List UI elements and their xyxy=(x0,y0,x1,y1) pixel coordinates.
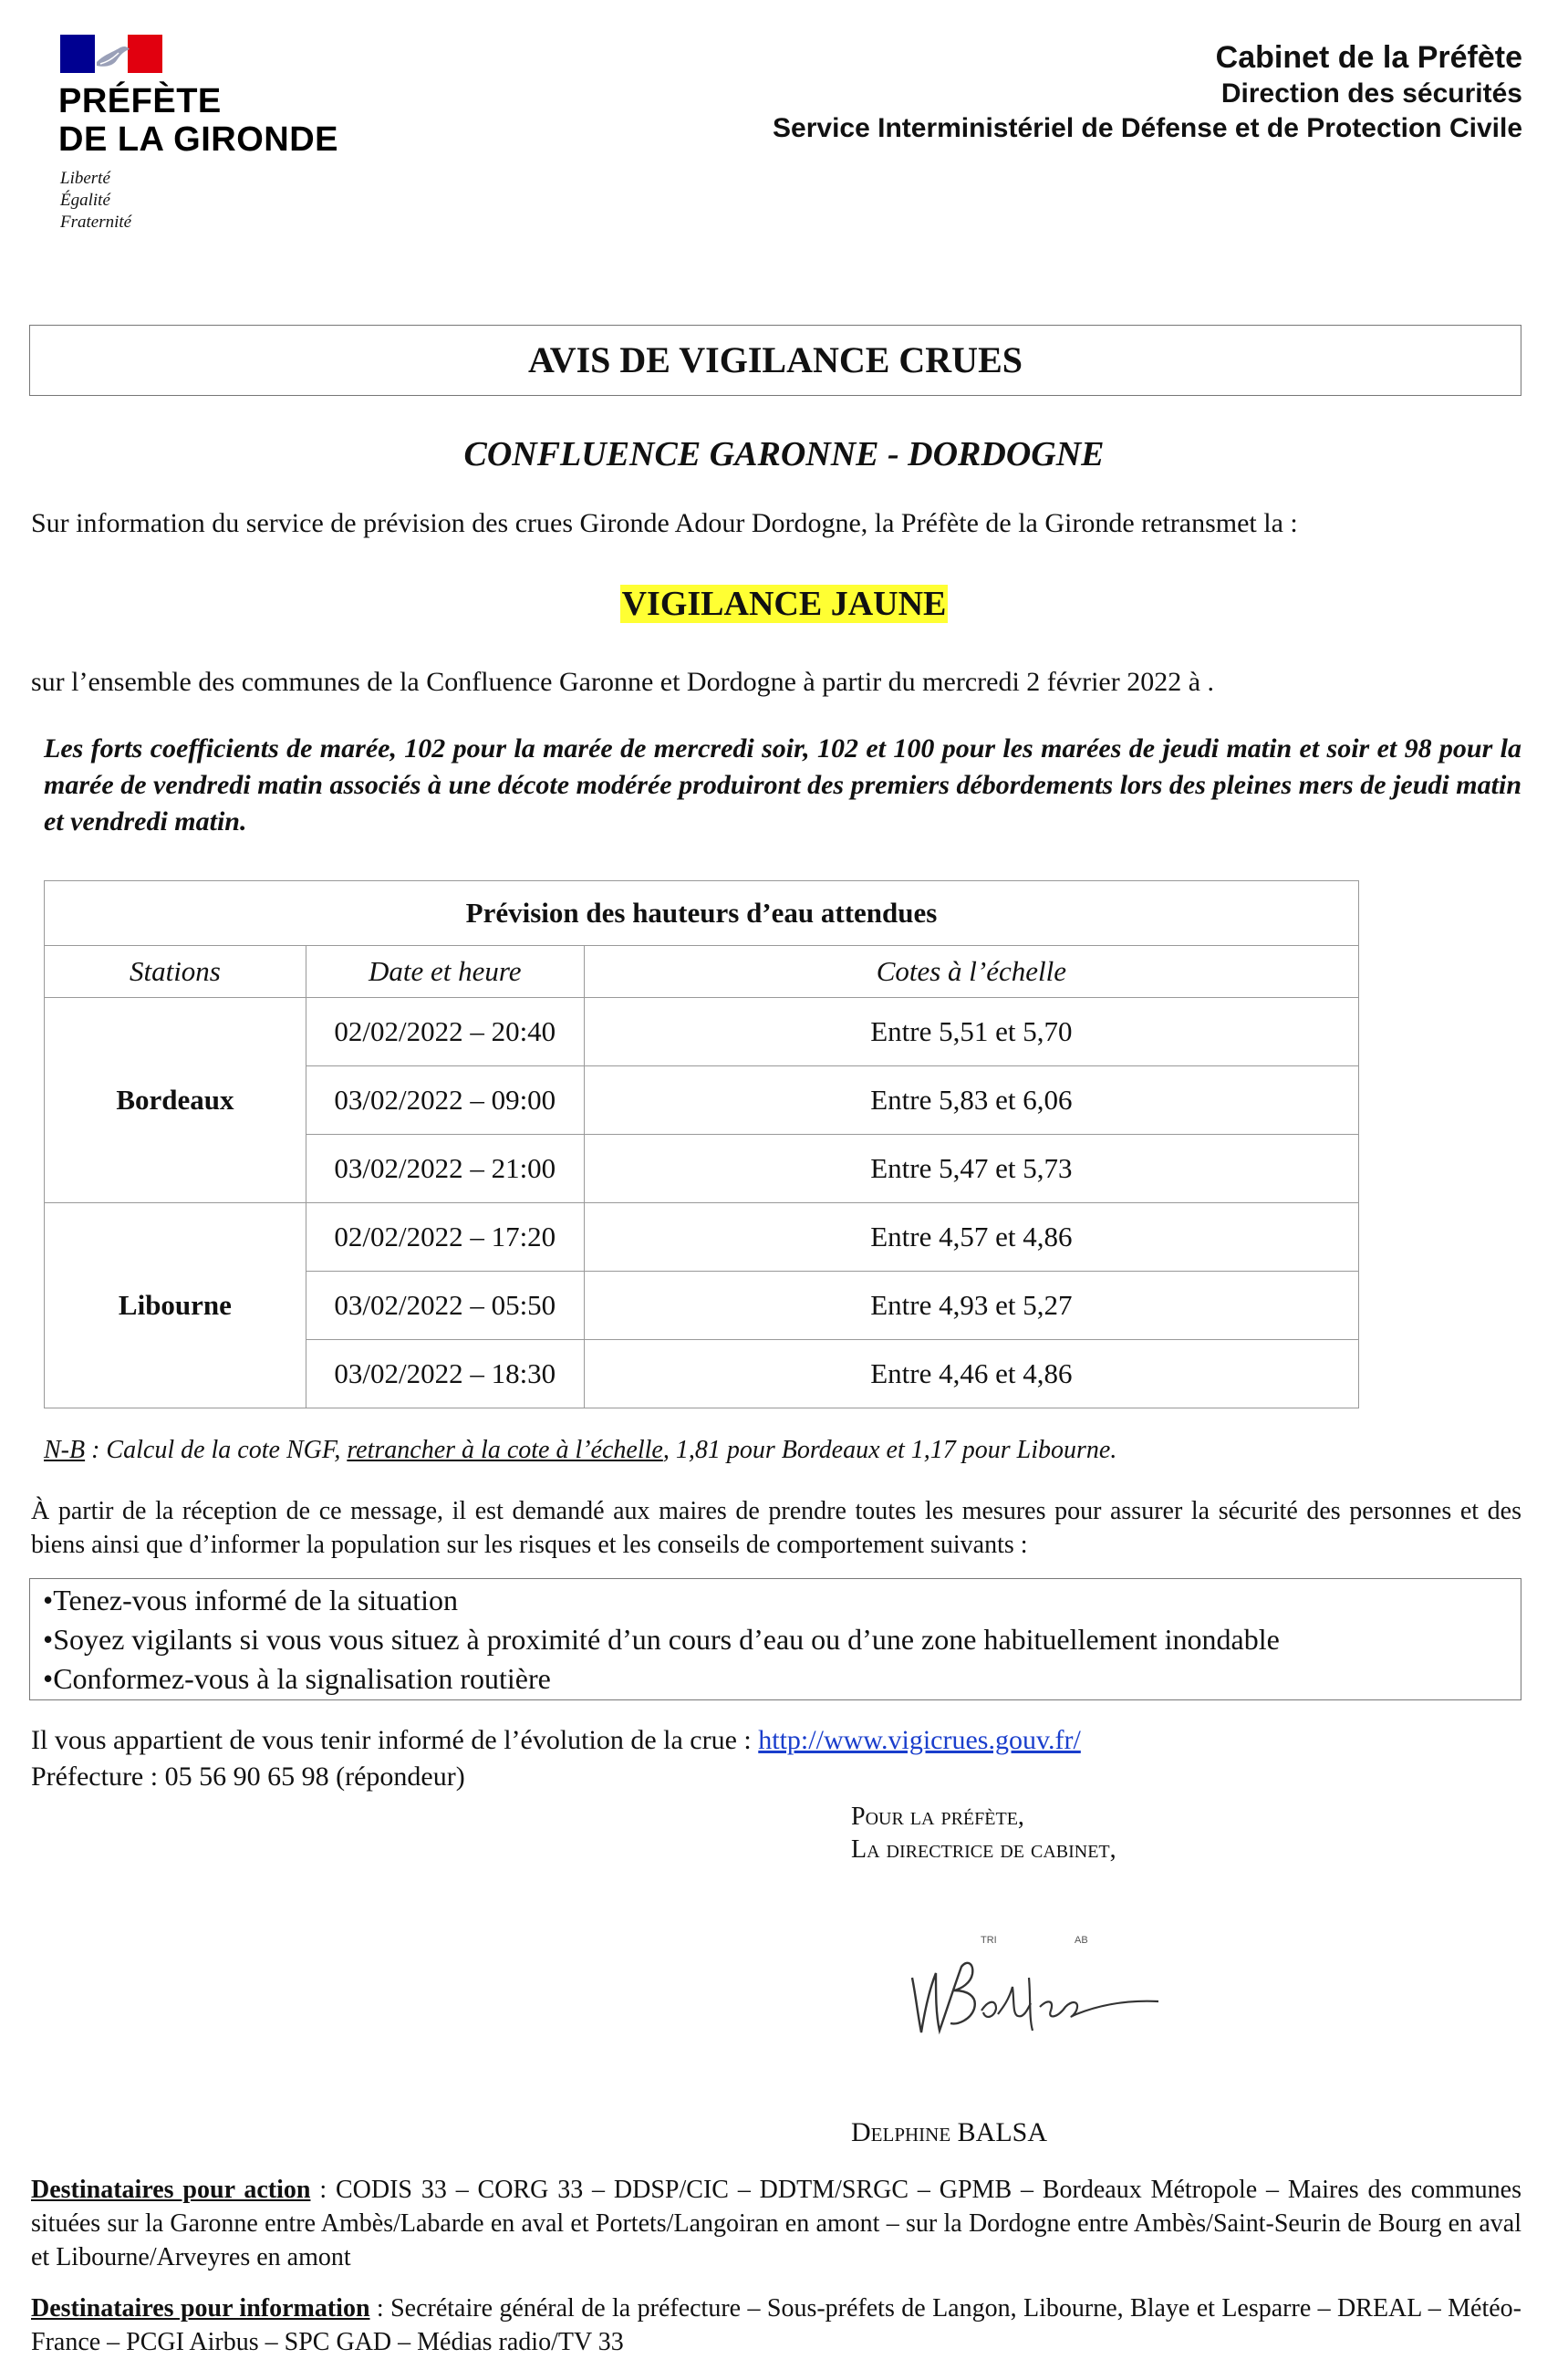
logo-name-line1: PRÉFÈTE xyxy=(58,82,222,120)
scope-paragraph: sur l’ensemble des communes de la Confluence Garonne et Dordogne à partir du mercredi 2 février 2022 à . xyxy=(31,667,1215,697)
vigilance-level xyxy=(0,582,1568,626)
intro-paragraph: Sur information du service de prévision des crues Gironde Adour Dordogne, la Préfète de la Gironde retransmet la : xyxy=(31,508,1298,538)
signature-line-1: Pour la préfète, xyxy=(851,1803,1024,1831)
follow-info xyxy=(31,1722,1536,1795)
row-cotes: Entre 4,57 et 4,86 xyxy=(584,1203,1358,1272)
column-header-cotes: Cotes à l’échelle xyxy=(584,946,1358,998)
recipients-action xyxy=(31,2173,1521,2274)
issuing-office xyxy=(610,38,1522,146)
vigilance-label: VIGILANCE JAUNE xyxy=(621,585,947,623)
signature-block xyxy=(851,1801,1398,1866)
instructions-paragraph: À partir de la réception de ce message, il est demandé aux maires de prendre toutes les mesures pour assurer la sécurité des personnes et des biens ainsi que d’informer la population sur les risques et les conseils de comportement suivants : xyxy=(31,1497,1521,1559)
signer-name: Delphine BALSA xyxy=(851,2117,1048,2147)
table-row xyxy=(45,998,1359,1066)
table-caption: Prévision des hauteurs d’eau attendues xyxy=(45,881,1359,946)
document-subtitle: CONFLUENCE GARONNE - DORDOGNE xyxy=(463,435,1105,473)
logo-name xyxy=(58,82,387,159)
advice-text: Tenez-vous informé de la situation xyxy=(53,1584,459,1616)
advice-text: Conformez-vous à la signalisation routière xyxy=(53,1662,551,1695)
motto-liberte: Liberté xyxy=(60,169,110,188)
follow-line xyxy=(31,1722,1536,1759)
service-title: Service Interministériel de Défense et de Protection Civile xyxy=(773,113,1522,143)
republic-motto xyxy=(60,168,243,234)
motto-egalite: Égalité xyxy=(60,191,110,210)
stamp-mark-tri: TRI xyxy=(981,1935,997,1946)
recipients-info-text: : Secrétaire général de la préfecture – Sous-préfets de Langon, Libourne, Blaye et Lesparre – DREAL – Météo-France – PCGI Airbus – SPC GAD – Médias radio/TV 33 xyxy=(31,2294,1521,2356)
row-date: 02/02/2022 – 17:20 xyxy=(306,1203,584,1272)
list-item xyxy=(43,1659,1521,1699)
bullet-icon: • xyxy=(43,1662,54,1695)
table-row xyxy=(45,1203,1359,1272)
stamp-mark-ab: AB xyxy=(1075,1935,1088,1946)
bullet-icon: • xyxy=(43,1584,54,1616)
note-underlined: retrancher à la cote à l’échelle xyxy=(347,1436,663,1464)
row-date: 03/02/2022 – 05:50 xyxy=(306,1272,584,1340)
cabinet-title: Cabinet de la Préfète xyxy=(1215,40,1522,75)
document-title: AVIS DE VIGILANCE CRUES xyxy=(29,325,1521,396)
column-header-date: Date et heure xyxy=(306,946,584,998)
row-date: 03/02/2022 – 21:00 xyxy=(306,1135,584,1203)
list-item xyxy=(43,1620,1521,1659)
row-cotes: Entre 5,83 et 6,06 xyxy=(584,1066,1358,1135)
note-text-1: : Calcul de la cote NGF, xyxy=(85,1436,348,1464)
advice-box xyxy=(29,1578,1521,1700)
logo-name-line2: DE LA GIRONDE xyxy=(58,120,338,159)
direction-title: Direction des sécurités xyxy=(1220,78,1522,109)
vigicrues-link[interactable]: http://www.vigicrues.gouv.fr/ xyxy=(758,1725,1081,1755)
ngf-note xyxy=(44,1434,1540,1467)
motto-fraternite: Fraternité xyxy=(60,213,132,232)
follow-text: Il vous appartient de vous tenir informé de l’évolution de la crue : xyxy=(31,1725,759,1755)
note-label: N-B xyxy=(44,1436,86,1464)
row-cotes: Entre 5,51 et 5,70 xyxy=(584,998,1358,1066)
prefecture-phone: Préfecture : 05 56 90 65 98 (répondeur) xyxy=(31,1761,465,1792)
note-text-2: , 1,81 pour Bordeaux et 1,17 pour Libourne. xyxy=(662,1436,1117,1464)
forecast-paragraph: Les forts coefficients de marée, 102 pour la marée de mercredi soir, 102 et 100 pour les marées de jeudi matin et soir et 98 pour la marée de vendredi matin associés à une décote modérée produiront des premiers débordements lors des pleines mers de jeudi matin et vendredi matin. xyxy=(44,733,1521,837)
column-header-stations: Stations xyxy=(45,946,306,998)
advice-text: Soyez vigilants si vous vous situez à proximité d’un cours d’eau ou d’une zone habituellement inondable xyxy=(53,1623,1280,1656)
handwritten-signature xyxy=(894,1923,1186,2060)
row-cotes: Entre 4,46 et 4,86 xyxy=(584,1340,1358,1408)
station-libourne: Libourne xyxy=(45,1203,306,1408)
row-date: 03/02/2022 – 18:30 xyxy=(306,1340,584,1408)
signature-line-2: La directrice de cabinet, xyxy=(851,1835,1116,1864)
recipients-info xyxy=(31,2291,1521,2359)
row-date: 03/02/2022 – 09:00 xyxy=(306,1066,584,1135)
recipients-action-text: : CODIS 33 – CORG 33 – DDSP/CIC – DDTM/SRGC – GPMB – Bordeaux Métropole – Maires des communes situées sur la Garonne entre Ambès/Labarde en aval et Portets/Langoiran en amont – sur la Dordogne entre Ambès/Saint-Seurin de Bourg en aval et Libourne/Arveyres en amont xyxy=(31,2176,1522,2271)
row-cotes: Entre 4,93 et 5,27 xyxy=(584,1272,1358,1340)
row-cotes: Entre 5,47 et 5,73 xyxy=(584,1135,1358,1203)
bullet-icon: • xyxy=(43,1623,54,1656)
recipients-info-label: Destinataires pour information xyxy=(31,2294,370,2323)
row-date: 02/02/2022 – 20:40 xyxy=(306,998,584,1066)
list-item xyxy=(43,1581,1521,1620)
water-level-table xyxy=(44,880,1359,1408)
station-bordeaux: Bordeaux xyxy=(45,998,306,1203)
recipients-action-label: Destinataires pour action xyxy=(31,2176,311,2204)
marianne-flag-icon xyxy=(60,35,162,73)
